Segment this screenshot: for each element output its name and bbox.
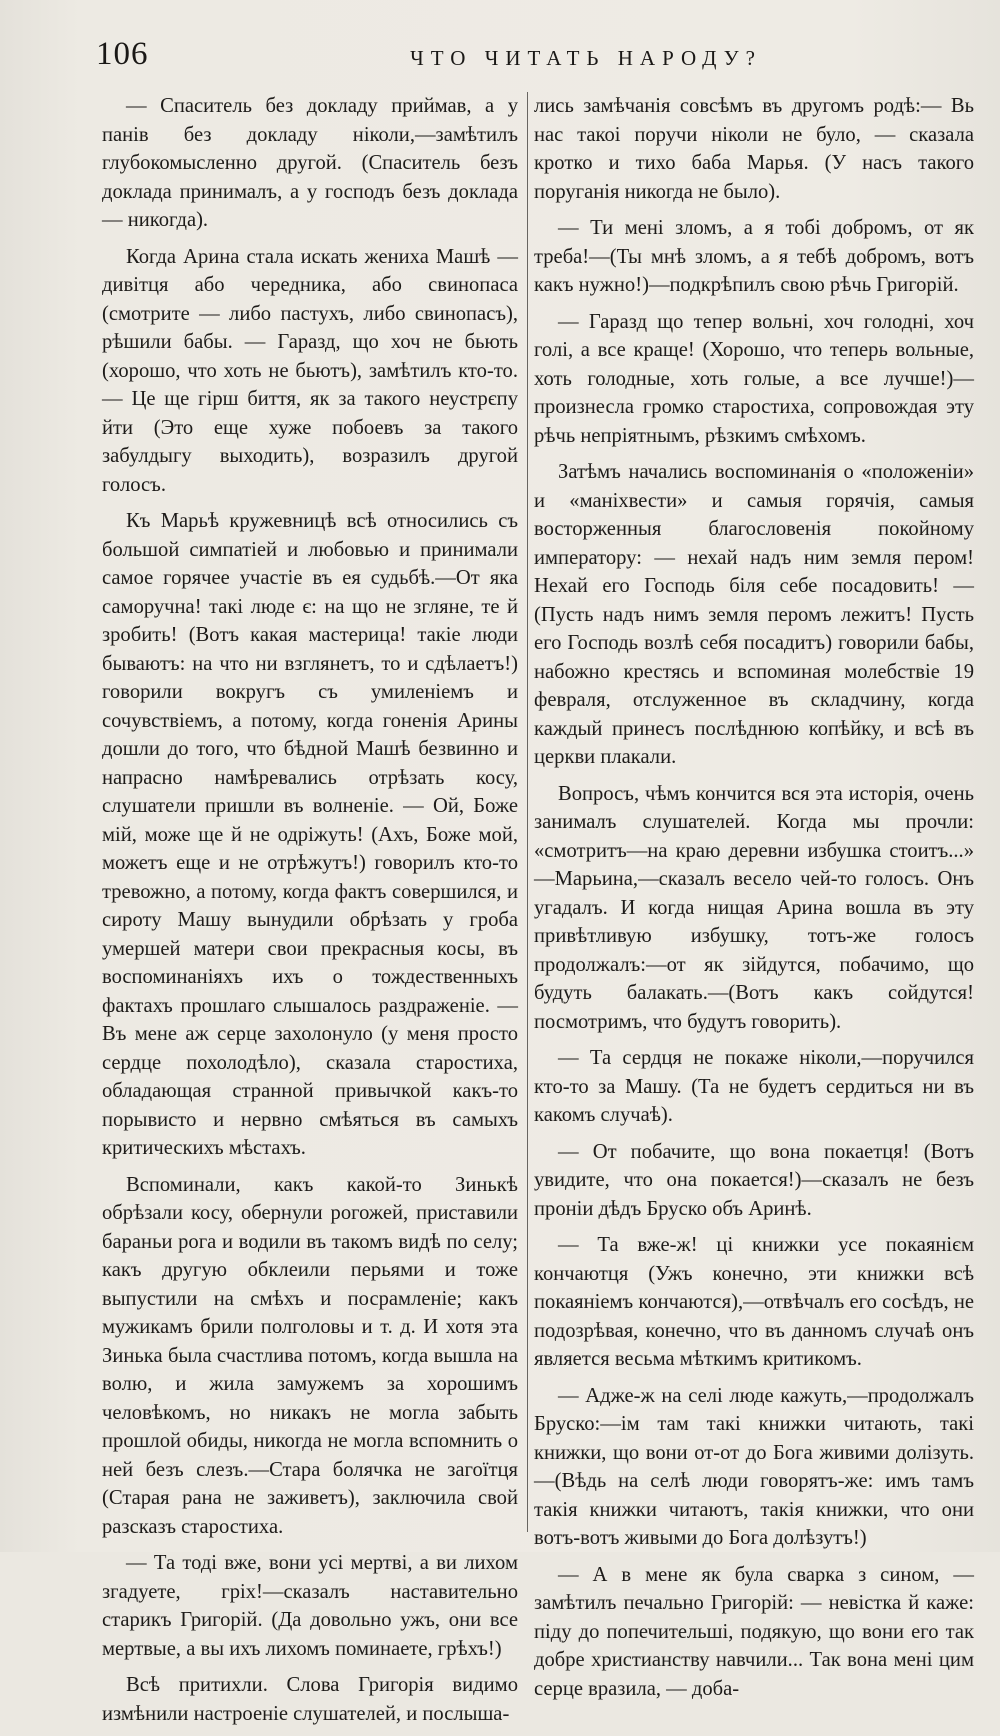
- right-column: [534, 92, 974, 1711]
- paragraph: Всѣ притихли. Слова Григорія видимо измѣнили настроеніе слушателей, и послыша-: [102, 1674, 518, 1725]
- running-header: [96, 36, 960, 76]
- paragraph: — Та вже-ж! ці книжки усе покаянієм кончаютця (Ужъ конечно, эти книжки всѣ покаяніемъ кончаются),—отвѣчалъ его сосѣдъ, не подозрѣвая, конечно, что въ данномъ случаѣ онъ является весьма мѣткимъ критикомъ.: [534, 1234, 974, 1370]
- paragraph: Когда Арина стала искать жениха Машѣ — дивітця або чередника, або свинопаса (смотрите — либо пастухъ, либо свинопасъ), рѣшили бабы. — Гаразд, що хоч не бьють (хорошо, что хоть не бьютъ), замѣтилъ кто-то. — Це ще гірш биття, як за такого неустрєпу йти (Это еще хуже побоевъ за такого забулдыгу выходить), возразилъ другой голосъ.: [102, 245, 518, 496]
- paragraph: — Спаситель без докладу приймав, а у панів без докладу ніколи,—замѣтилъ глубокомысленно другой. (Спаситель безъ доклада принималъ, а у господъ безъ доклада — никогда).: [102, 95, 518, 231]
- column-divider: [527, 92, 528, 1532]
- paragraph: — А в мене як була сварка з сином, — замѣтилъ печально Григорій: — невістка й каже: піду до попечительші, подякую, що вони его так добре христианству навчили... Так вона мені цим серце вразила, — доба-: [534, 1563, 974, 1700]
- paragraph: Къ Марьѣ кружевницѣ всѣ относились съ большой симпатіей и любовью и принимали самое горячее участіе въ ея судьбѣ.—От яка саморучна! такі люде є: на що не згляне, те й зробить! (Вотъ какая мастерица! такіе люди бываютъ: на что ни взглянетъ, то и сдѣлаетъ!) говорили вокругъ съ умиленіемъ и сочувствіемъ, а потому, когда гоненія Арины дошли до того, что бѣдной Машѣ безвинно и напрасно намѣревались отрѣзать косу, слушатели пришли въ волненіе. — Ой, Боже мій, може ще й не одріжуть! (Ахъ, Боже мой, можетъ еще и не отрѣжутъ!) говорилъ кто-то тревожно, а потому, когда фактъ совершился, и сироту Машу вынудили обрѣзать у гроба умершей матери свои прекрасныя косы, въ воспоминаніяхъ ихъ о тождественныхъ фактахъ прошлаго слышалось раздраженіе. — Въ мене аж серце захолонуло (у меня просто сердце похолодѣло), сказала старостиха, обладающая странной привычкой какъ-то порывисто и нервно смѣяться въ самыхъ критическихъ мѣстахъ.: [102, 510, 518, 1159]
- page-number: 106: [96, 36, 149, 72]
- paragraph: лись замѣчанія совсѣмъ въ другомъ родѣ:— Вь нас такоі поручи ніколи не було, — сказала кротко и тихо баба Марья. (У насъ такого поруганія никогда не было).: [534, 95, 974, 203]
- paragraph: Вопросъ, чѣмъ кончится вся эта исторія, очень занималъ слушателей. Когда мы прочли: «смотритъ—на краю деревни избушка стоитъ...» —Марьина,—сказалъ весело чей-то голосъ. Онъ угадалъ. И когда нищая Арина вошла въ эту привѣтливую избушку, тотъ-же голосъ продолжалъ:—от як зійдутся, побачимо, що будуть балакать.—(Вотъ какъ сойдутся! посмотримъ, что будутъ говорить).: [534, 782, 974, 1033]
- paragraph: — Адже-ж на селі люде кажуть,—продолжалъ Бруско:—ім там такі книжки читають, такі книжки, що вони от-от до Бога живими долізуть.—(Вѣдь на селѣ люди говорятъ-же: имъ тамъ такія книжки читаютъ, такія книжки, что они вотъ-вотъ живыми до Бога долѣзутъ!): [534, 1384, 974, 1549]
- paragraph: — Та сердця не покаже ніколи,—поручился кто-то за Машу. (Та не будетъ сердиться ни въ какомъ случаѣ).: [534, 1047, 974, 1126]
- running-title: ЧТО ЧИТАТЬ НАРОДУ?: [410, 46, 762, 70]
- paragraph: — Гаразд що тепер вольні, хоч голодні, хоч голі, а все краще! (Хорошо, что теперь вольные, хоть голодные, хоть голые, а все лучше!)—произнесла громко старостиха, сопровождая эту рѣчь непріятнымъ, рѣзкимъ смѣхомъ.: [534, 310, 974, 447]
- left-column: [102, 92, 518, 1736]
- paragraph: — Ти мені зломъ, а я тобі добромъ, от як треба!—(Ты мнѣ зломъ, а я тебѣ добромъ, вотъ какъ нужно!)—подкрѣпилъ свою рѣчь Григорій.: [534, 217, 974, 296]
- paragraph: — От побачите, що вона покаетця! (Вотъ увидите, что она покается!)—сказалъ не безъ проніи дѣдъ Бруско объ Аринѣ.: [534, 1140, 974, 1220]
- paragraph: — Та тоді вже, вони усі мертві, а ви лихом згадуете, гріх!—сказалъ наставительно старикъ Григорій. (Да довольно ужъ, они все мертвые, а вы ихъ лихомъ поминаете, грѣхъ!): [102, 1552, 518, 1660]
- paragraph: Вспоминали, какъ какой-то Зинькѣ обрѣзали косу, обернули рогожей, приставили бараньи рога и водили въ такомъ видѣ по селу; какъ другую обклеили перьями и тоже выпустили на смѣхъ и посрамленіе; какъ мужикамъ брили полголовы и т. д. И хотя эта Зинька была счастлива потомъ, когда вышла на волю, и жила замужемъ за хорошимъ человѣкомъ, но никакъ не могла забыть прошлой обиды, никогда не могла вспомнить о ней безъ слезъ.—Стара болячка не загоїтця (Старая рана не заживетъ), заключила свой разсказъ старостиха.: [102, 1173, 518, 1538]
- paragraph: Затѣмъ начались воспоминанія о «положеніи» и «маніхвести» и самыя горячія, самыя восторженныя благословенія покойному императору: — нехай надъ ним земля пером! Нехай его Господь біля себе посадовить! — (Пусть надъ нимъ земля перомъ лежитъ! Пусть его Господь возлѣ себя посадитъ) говорили бабы, набожно крестясь и вспоминая молебствіе 19 февраля, отслуженное въ складчину, когда каждый принесъ послѣднюю копѣйку, и всѣ въ церкви плакали.: [534, 461, 974, 768]
